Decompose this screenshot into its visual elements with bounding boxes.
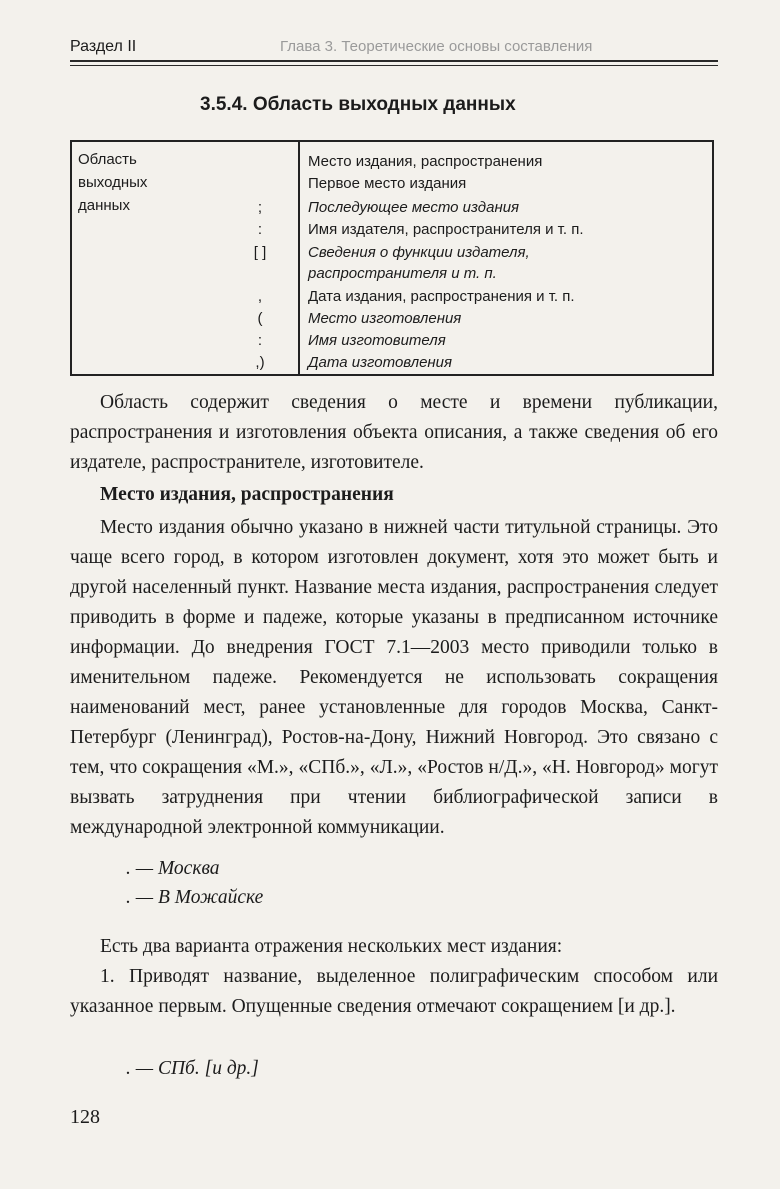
header-rule-thin [70, 65, 718, 66]
scheme-punct: : [257, 221, 263, 238]
main-paragraph [70, 513, 718, 843]
variants-intro-text: Есть два варианта отражения нескольких мест издания: [100, 936, 563, 957]
intro-paragraph-text: Область содержит сведения о месте и времени публикации, распространения и изготовления объекта описания, а также сведения об его издателе, распространителе, изготовителе. [70, 392, 718, 473]
chapter-label: Глава 3. Теоретические основы составления [280, 38, 593, 55]
header-rule [70, 60, 718, 62]
main-paragraph-text: Место издания обычно указано в нижней части титульной страницы. Это чаще всего город, в котором изготовлен документ, хотя это может быть и другой населенный пункт. Название места издания, распространения следует приводить в форме и падеже, которые указаны в предписанном источнике информации. До внедрения ГОСТ 7.1—2003 место приводили только в именительном падеже. Рекомендуется не использовать сокращения наименований мест, ранее установленные для городов Москва, Санкт-Петербург (Ленинград), Ростов-на-Дону, Нижний Новгород. Это связано с тем, что сокращения «М.», «СПб.», «Л.», «Ростов н/Д.», «Н. Новгород» могут вызвать затруднения при чтении библиографической записи в международной электронной коммуникации. [70, 517, 718, 838]
area-scheme-box [70, 140, 714, 376]
scheme-punct: ,) [255, 354, 265, 371]
scheme-element: Имя издателя, распространителя и т. п. [308, 221, 584, 238]
variants-intro [70, 932, 718, 962]
scheme-element: Сведения о функции издателя, [308, 244, 530, 261]
intro-paragraph [70, 388, 718, 478]
scheme-label [78, 148, 147, 217]
section-label: Раздел II [70, 38, 137, 55]
scheme-punct: ( [257, 310, 263, 327]
scheme-element: Последующее место издания [308, 199, 520, 216]
subheading: Место издания, распространения [100, 484, 394, 505]
example-line: . — СПб. [и др.] [126, 1058, 259, 1079]
page-number: 128 [70, 1106, 100, 1128]
section-heading: 3.5.4. Область выходных данных [200, 94, 516, 115]
scheme-punct: [ ] [253, 244, 267, 261]
scheme-element: распространителя и т. п. [308, 265, 497, 282]
scheme-element: Имя изготовителя [308, 332, 446, 349]
variant-1-paragraph [70, 962, 718, 1022]
scheme-element: Дата изготовления [308, 354, 453, 371]
example-line: . — В Можайске [126, 887, 264, 908]
variant-1-text: 1. Приводят название, выделенное полиграфическим способом или указанное первым. Опущенные сведения отмечают сокращением [и др.]. [70, 966, 718, 1017]
scheme-punct: : [257, 332, 263, 349]
scheme-label-line: Область [78, 151, 137, 168]
scheme-label-line: данных [78, 197, 130, 214]
scheme-element: Первое место издания [308, 175, 467, 192]
scheme-element: Дата издания, распространения и т. п. [308, 288, 575, 305]
scheme-punct: , [257, 288, 263, 305]
example-line: . — Москва [126, 858, 220, 879]
scheme-punct: ; [257, 199, 263, 216]
scheme-element: Место издания, распространения [308, 153, 543, 170]
scheme-divider [298, 142, 300, 374]
scheme-label-line: выходных [78, 174, 148, 191]
scheme-element: Место изготовления [308, 310, 462, 327]
running-header [70, 30, 718, 62]
